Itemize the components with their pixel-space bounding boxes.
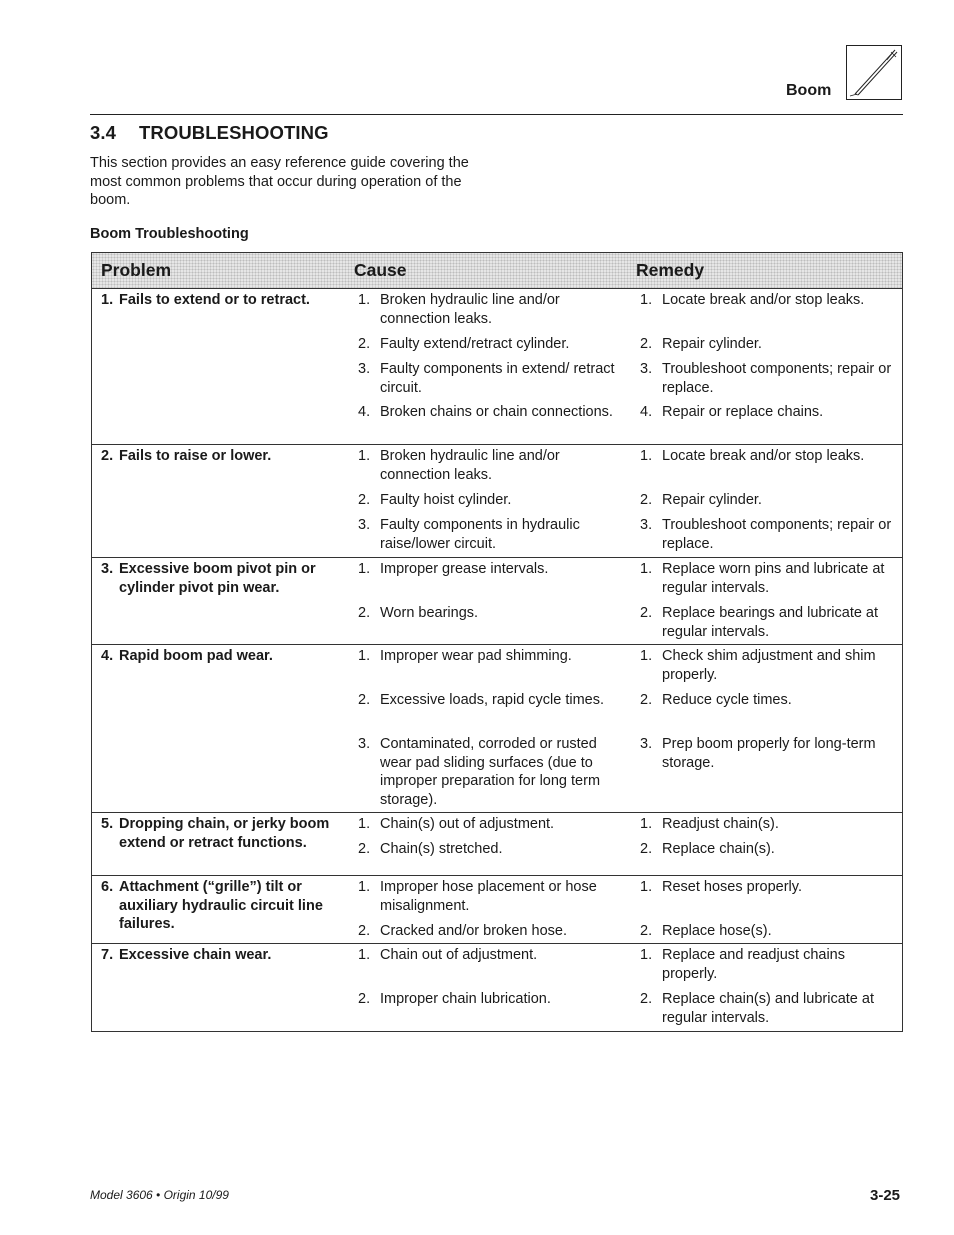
item-text: Replace worn pins and lubricate at regular intervals.	[662, 561, 885, 596]
cause-item	[358, 990, 624, 1009]
remedy-item	[640, 878, 902, 897]
problem-cell	[101, 878, 341, 934]
cause-item	[358, 647, 624, 666]
cause-item	[358, 560, 624, 579]
problem-cell	[101, 447, 341, 466]
item-number: 3.	[640, 736, 653, 752]
problem-number: 2.	[101, 448, 114, 464]
remedy-item	[640, 946, 902, 983]
item-text: Faulty components in hydraulic raise/lower circuit.	[380, 517, 580, 552]
item-text: Replace bearings and lubricate at regular intervals.	[662, 605, 879, 640]
remedy-item	[640, 360, 902, 397]
table-header-row	[92, 253, 902, 289]
problem-cell	[101, 291, 341, 310]
item-text: Worn bearings.	[380, 605, 479, 621]
item-number: 1.	[358, 561, 371, 577]
problem-number: 3.	[101, 561, 114, 577]
problem-text: Attachment (“grille”) tilt or auxiliary hydraulic circuit line failures.	[119, 879, 323, 932]
header-problem: Problem	[101, 260, 172, 280]
item-number: 1.	[358, 648, 371, 664]
item-text: Faulty extend/retract cylinder.	[380, 336, 570, 352]
problem-number: 5.	[101, 816, 114, 832]
problem-number: 7.	[101, 947, 114, 963]
cause-item	[358, 360, 624, 397]
remedy-item	[640, 291, 902, 310]
item-text: Chain out of adjustment.	[380, 947, 538, 963]
item-number: 1.	[358, 448, 371, 464]
table-row	[92, 558, 902, 645]
item-number: 1.	[358, 879, 371, 895]
item-text: Repair or replace chains.	[662, 404, 824, 420]
problem-cell	[101, 560, 341, 597]
problem-cell	[101, 815, 341, 852]
table-row	[92, 289, 902, 445]
problem-text: Dropping chain, or jerky boom extend or retract functions.	[119, 816, 330, 851]
item-number: 2.	[358, 605, 371, 621]
intro-paragraph: This section provides an easy reference guide covering the most common problems that occur during operation of the boom.	[90, 155, 469, 208]
problem-text: Fails to extend or to retract.	[119, 292, 310, 308]
item-text: Troubleshoot components; repair or replace.	[662, 517, 892, 552]
item-number: 1.	[640, 947, 653, 963]
item-text: Repair cylinder.	[662, 492, 762, 508]
item-number: 2.	[358, 336, 371, 352]
item-number: 1.	[640, 448, 653, 464]
section-heading	[90, 122, 329, 144]
item-text: Chain(s) out of adjustment.	[380, 816, 555, 832]
item-text: Improper chain lubrication.	[380, 991, 551, 1007]
item-text: Excessive loads, rapid cycle times.	[380, 692, 605, 708]
cause-item	[358, 335, 624, 354]
problem-text: Fails to raise or lower.	[119, 448, 272, 464]
cause-item	[358, 922, 624, 941]
item-text: Prep boom properly for long-term storage.	[662, 736, 876, 771]
table-row	[92, 876, 902, 944]
item-text: Readjust chain(s).	[662, 816, 779, 832]
pen-icon	[846, 45, 902, 100]
item-text: Replace chain(s).	[662, 841, 775, 857]
cause-item	[358, 403, 624, 422]
remedy-item	[640, 516, 902, 553]
item-number: 2.	[640, 605, 653, 621]
table-row	[92, 813, 902, 876]
cause-item	[358, 447, 624, 484]
header-remedy: Remedy	[636, 260, 705, 280]
table-row	[92, 645, 902, 813]
remedy-item	[640, 815, 902, 834]
remedy-item	[640, 840, 902, 859]
item-number: 4.	[640, 404, 653, 420]
item-number: 2.	[640, 492, 653, 508]
item-number: 2.	[358, 841, 371, 857]
item-text: Broken hydraulic line and/or connection leaks.	[380, 292, 560, 327]
item-number: 1.	[358, 292, 371, 308]
remedy-item	[640, 647, 902, 684]
item-number: 2.	[640, 991, 653, 1007]
cause-item	[358, 878, 624, 915]
item-number: 2.	[640, 336, 653, 352]
problem-cell	[101, 647, 341, 666]
item-text: Broken chains or chain connections.	[380, 404, 613, 420]
item-text: Cracked and/or broken hose.	[380, 923, 567, 939]
table-row	[92, 944, 902, 1031]
cause-item	[358, 946, 624, 965]
item-number: 1.	[358, 947, 371, 963]
item-number: 1.	[358, 816, 371, 832]
header-title: Boom	[786, 82, 832, 99]
item-text: Locate break and/or stop leaks.	[662, 448, 865, 464]
remedy-item	[640, 604, 902, 641]
problem-text: Excessive boom pivot pin or cylinder pivot pin wear.	[119, 561, 316, 596]
item-text: Troubleshoot components; repair or replace.	[662, 361, 892, 396]
cause-item	[358, 815, 624, 834]
item-text: Faulty hoist cylinder.	[380, 492, 512, 508]
table-row	[92, 445, 902, 558]
item-number: 2.	[358, 991, 371, 1007]
item-text: Replace hose(s).	[662, 923, 772, 939]
item-text: Contaminated, corroded or rusted wear pad sliding surfaces (due to improper preparation for long term storage).	[380, 736, 601, 808]
item-text: Improper grease intervals.	[380, 561, 549, 577]
item-number: 2.	[358, 492, 371, 508]
item-text: Improper wear pad shimming.	[380, 648, 572, 664]
item-text: Reduce cycle times.	[662, 692, 792, 708]
remedy-item	[640, 403, 902, 422]
section-title: TROUBLESHOOTING	[139, 122, 329, 143]
problem-number: 4.	[101, 648, 114, 664]
header-cause: Cause	[354, 260, 407, 280]
header-divider	[90, 114, 903, 115]
item-text: Locate break and/or stop leaks.	[662, 292, 865, 308]
remedy-item	[640, 447, 902, 466]
item-number: 2.	[640, 692, 653, 708]
item-number: 3.	[640, 361, 653, 377]
item-number: 2.	[358, 923, 371, 939]
item-text: Replace and readjust chains properly.	[662, 947, 845, 982]
remedy-item	[640, 335, 902, 354]
item-number: 4.	[358, 404, 371, 420]
problem-text: Excessive chain wear.	[119, 947, 272, 963]
cause-item	[358, 491, 624, 510]
remedy-item	[640, 491, 902, 510]
section-number: 3.4	[90, 122, 117, 143]
item-number: 1.	[640, 648, 653, 664]
cause-item	[358, 291, 624, 328]
cause-item	[358, 840, 624, 859]
troubleshooting-table	[91, 252, 903, 1032]
item-number: 1.	[640, 879, 653, 895]
item-number: 3.	[358, 736, 371, 752]
item-number: 2.	[640, 923, 653, 939]
problem-number: 1.	[101, 292, 114, 308]
page-number: 3-25	[870, 1187, 901, 1204]
item-number: 1.	[640, 292, 653, 308]
item-number: 3.	[358, 361, 371, 377]
item-text: Reset hoses properly.	[662, 879, 802, 895]
remedy-item	[640, 560, 902, 597]
item-text: Check shim adjustment and shim properly.	[662, 648, 876, 683]
item-number: 1.	[640, 816, 653, 832]
problem-number: 6.	[101, 879, 114, 895]
problem-cell	[101, 946, 341, 965]
cause-item	[358, 735, 624, 809]
item-number: 3.	[640, 517, 653, 533]
item-text: Improper hose placement or hose misalignment.	[380, 879, 597, 914]
item-text: Faulty components in extend/ retract circuit.	[380, 361, 615, 396]
remedy-item	[640, 922, 902, 941]
item-text: Broken hydraulic line and/or connection leaks.	[380, 448, 560, 483]
item-number: 3.	[358, 517, 371, 533]
item-number: 2.	[358, 692, 371, 708]
footer-model: Model 3606 • Origin 10/99	[90, 1188, 229, 1202]
problem-text: Rapid boom pad wear.	[119, 648, 273, 664]
table-caption: Boom Troubleshooting	[90, 226, 249, 242]
cause-item	[358, 604, 624, 623]
item-text: Repair cylinder.	[662, 336, 762, 352]
item-text: Chain(s) stretched.	[380, 841, 503, 857]
cause-item	[358, 516, 624, 553]
item-number: 1.	[640, 561, 653, 577]
cause-item	[358, 691, 624, 710]
item-text: Replace chain(s) and lubricate at regular intervals.	[662, 991, 874, 1026]
remedy-item	[640, 990, 902, 1027]
remedy-item	[640, 691, 902, 710]
item-number: 2.	[640, 841, 653, 857]
remedy-item	[640, 735, 902, 772]
